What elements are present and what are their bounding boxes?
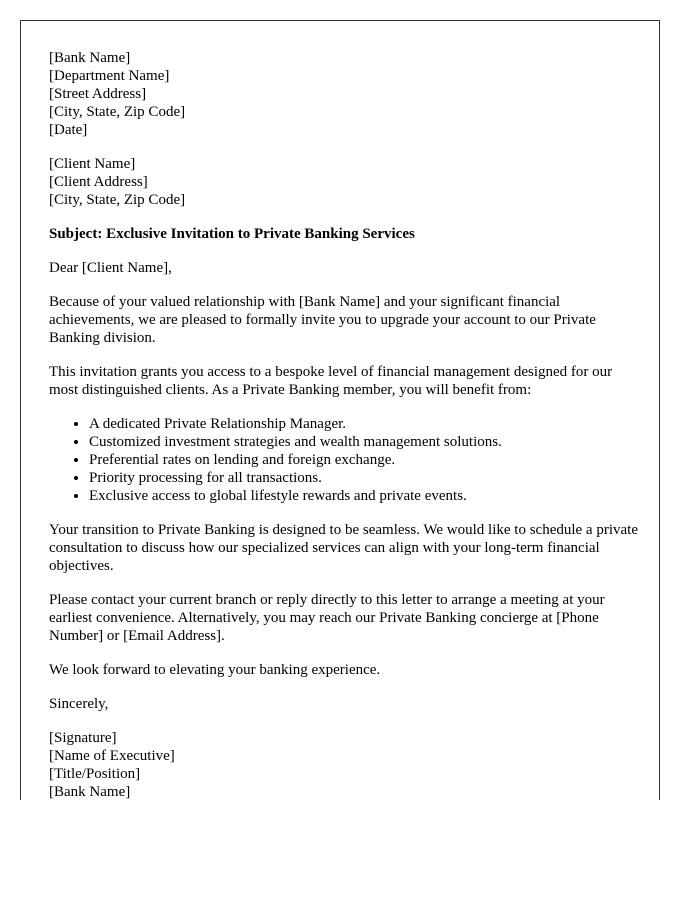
letter-page [20, 20, 660, 800]
recipient-address-line: [Client Address] [49, 174, 148, 190]
sender-street: [Street Address] [49, 86, 147, 102]
recipient-name: [Client Name] [49, 156, 136, 172]
letter-subject: Subject: Exclusive Invitation to Private Banking Services [49, 226, 415, 242]
signature-block [49, 729, 639, 800]
list-item: • Exclusive access to global lifestyle rewards and private events. [89, 487, 639, 505]
sender-address [49, 49, 639, 139]
sender-city: [City, State, Zip Code] [49, 104, 186, 120]
paragraph-contact: Please contact your current branch or reply directly to this letter to arrange a meeting at your earliest convenience. Alternatively, you may reach our Private Banking concierge at [Phone Number] or [Email Address]. [49, 592, 605, 644]
paragraph-intro: Because of your valued relationship with [Bank Name] and your significant financial achievements, we are pleased to formally invite you to upgrade your account to our Private Banking division. [49, 294, 596, 346]
executive-name: [Name of Executive] [49, 748, 175, 764]
paragraph-transition: Your transition to Private Banking is designed to be seamless. We would like to schedule a private consultation to discuss how our specialized services can align with your long-term financial objectives. [49, 522, 638, 574]
letter-content [49, 49, 639, 800]
salutation: Dear [Client Name], [49, 260, 172, 276]
sender-department: [Department Name] [49, 68, 170, 84]
sender-bank-name: [Bank Name] [49, 50, 131, 66]
recipient-address [49, 155, 639, 209]
list-item: • Priority processing for all transactions. [89, 469, 639, 487]
signature-line: [Signature] [49, 730, 117, 746]
recipient-city: [City, State, Zip Code] [49, 192, 186, 208]
paragraph-benefits-intro: This invitation grants you access to a bespoke level of financial management designed for our most distinguished clients. As a Private Banking member, you will benefit from: [49, 364, 613, 398]
benefits-list [49, 415, 639, 505]
list-item: • Preferential rates on lending and foreign exchange. [89, 451, 639, 469]
signature-bank-name: [Bank Name] [49, 784, 131, 800]
paragraph-closing-line: We look forward to elevating your banking experience. [49, 662, 381, 678]
executive-title: [Title/Position] [49, 766, 141, 782]
letter-date: [Date] [49, 122, 88, 138]
closing: Sincerely, [49, 696, 109, 712]
list-item: • Customized investment strategies and wealth management solutions. [89, 433, 639, 451]
list-item: • A dedicated Private Relationship Manager. [89, 415, 639, 433]
